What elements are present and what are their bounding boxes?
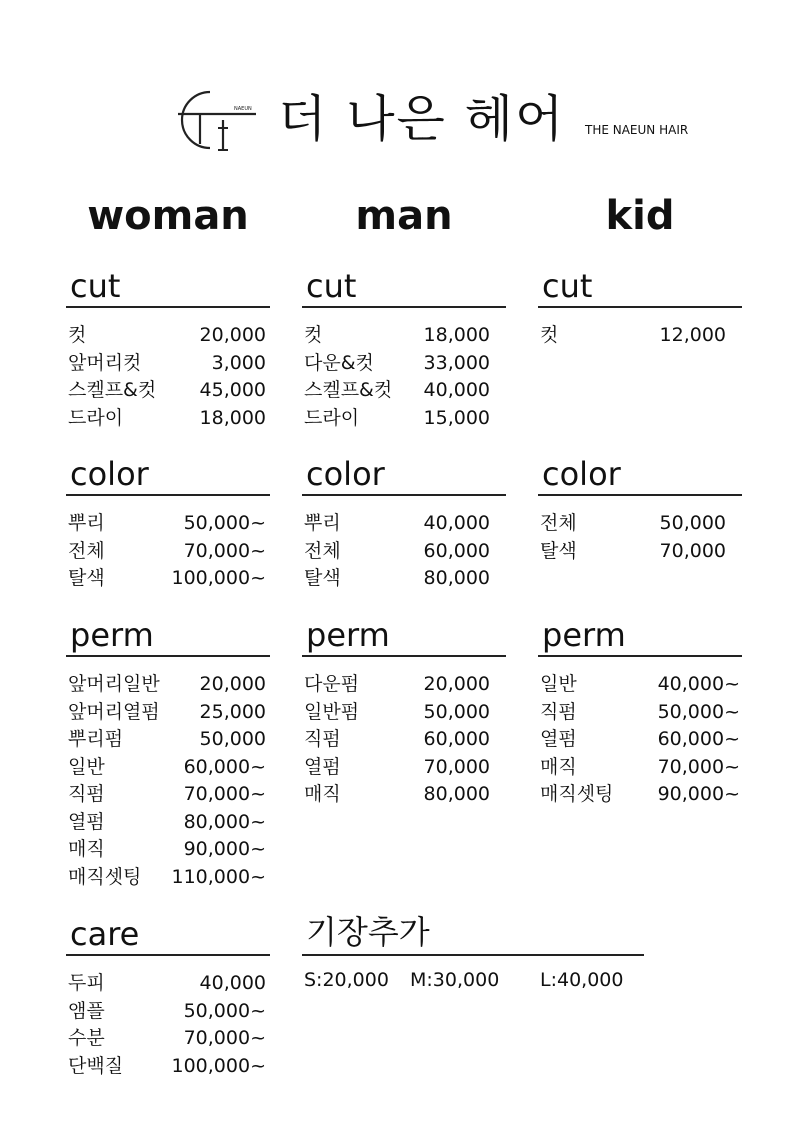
- service-price: 90,000~: [183, 838, 266, 860]
- service-price: 60,000: [423, 539, 490, 562]
- price-item: [68, 350, 266, 378]
- price-item: [68, 836, 266, 864]
- divider: [538, 655, 742, 657]
- service-price: 40,000~: [657, 673, 740, 695]
- service-name: 열펌: [304, 755, 341, 778]
- service-name: 매직: [68, 838, 105, 860]
- price-item: [68, 970, 266, 998]
- price-item: [304, 781, 490, 809]
- woman-perm-list: [68, 671, 266, 891]
- woman-cut-title: cut: [70, 267, 121, 305]
- price-item: [68, 699, 266, 727]
- service-name: 전체: [68, 539, 105, 562]
- price-item: [68, 510, 266, 538]
- length-addon-title: 기장추가: [306, 913, 430, 951]
- logo-small-text: NAEUN: [234, 106, 252, 112]
- price-item: [68, 405, 266, 433]
- service-price: 70,000: [659, 539, 726, 562]
- column-woman: woman: [87, 193, 249, 239]
- price-item: [540, 510, 726, 538]
- service-name: 직펌: [540, 700, 577, 723]
- divider: [302, 954, 644, 956]
- kid-perm-title: perm: [542, 616, 626, 654]
- woman-color-list: [68, 510, 266, 593]
- price-item: [68, 754, 266, 782]
- service-price: 70,000~: [183, 783, 266, 805]
- service-name: 앞머리일반: [68, 673, 160, 695]
- service-name: 매직: [540, 755, 577, 778]
- service-price: 50,000~: [183, 512, 266, 534]
- woman-perm-title: perm: [70, 616, 154, 654]
- price-item: [68, 726, 266, 754]
- price-item: [68, 864, 266, 892]
- price-item: [540, 754, 740, 782]
- service-price: 50,000: [423, 700, 490, 723]
- woman-cut-list: [68, 322, 266, 432]
- service-price: 50,000: [199, 728, 266, 750]
- service-name: 일반: [68, 755, 105, 778]
- service-price: 40,000: [199, 972, 266, 994]
- price-item: [540, 781, 740, 809]
- service-name: 다운&컷: [304, 351, 374, 374]
- service-name: 매직: [304, 783, 341, 805]
- length-option-m: M:30,000: [410, 969, 500, 991]
- service-name: 컷: [68, 324, 87, 346]
- service-name: 직펌: [304, 728, 341, 750]
- service-price: 70,000~: [657, 755, 740, 778]
- divider: [302, 494, 506, 496]
- service-name: 탈색: [540, 539, 577, 562]
- service-name: 앞머리컷: [68, 351, 142, 374]
- service-name: 단백질: [68, 1054, 124, 1077]
- service-price: 50,000: [659, 512, 726, 534]
- price-item: [540, 322, 726, 350]
- service-name: 컷: [540, 324, 559, 346]
- service-name: 컷: [304, 324, 323, 346]
- th-monogram-logo-icon: [176, 84, 260, 156]
- column-man: man: [355, 193, 453, 239]
- man-color-title: color: [306, 455, 385, 493]
- service-name: 뿌리: [304, 512, 341, 534]
- woman-care-list: [68, 970, 266, 1080]
- price-item: [68, 809, 266, 837]
- service-price: 40,000: [423, 379, 490, 401]
- price-item: [304, 377, 490, 405]
- service-name: 열펌: [68, 810, 105, 833]
- service-price: 100,000~: [171, 1054, 266, 1077]
- service-name: 매직셋팅: [68, 865, 142, 888]
- price-item: [68, 781, 266, 809]
- service-price: 12,000: [659, 324, 726, 346]
- length-option-s: S:20,000: [304, 969, 389, 991]
- service-price: 80,000: [423, 567, 490, 589]
- divider: [302, 306, 506, 308]
- service-price: 70,000: [423, 755, 490, 778]
- service-name: 스켈프&컷: [68, 379, 157, 401]
- service-price: 110,000~: [171, 865, 266, 888]
- service-name: 매직셋팅: [540, 783, 614, 805]
- divider: [66, 954, 270, 956]
- service-name: 뿌리펌: [68, 728, 124, 750]
- price-item: [304, 405, 490, 433]
- service-name: 일반펌: [304, 700, 360, 723]
- divider: [66, 494, 270, 496]
- brand-title-korean: 더 나은 헤어: [278, 90, 566, 148]
- service-price: 40,000: [423, 512, 490, 534]
- service-price: 90,000~: [657, 783, 740, 805]
- divider: [66, 655, 270, 657]
- price-item: [304, 726, 490, 754]
- man-cut-title: cut: [306, 267, 357, 305]
- length-option-l: L:40,000: [540, 969, 624, 991]
- service-name: 두피: [68, 972, 105, 994]
- price-item: [304, 754, 490, 782]
- column-kid: kid: [605, 193, 675, 239]
- service-price: 3,000: [211, 351, 266, 374]
- service-price: 50,000~: [183, 999, 266, 1022]
- service-price: 20,000: [423, 673, 490, 695]
- service-name: 전체: [304, 539, 341, 562]
- price-item: [68, 565, 266, 593]
- service-price: 60,000~: [657, 728, 740, 750]
- service-name: 드라이: [68, 406, 124, 429]
- price-item: [304, 699, 490, 727]
- service-price: 25,000: [199, 700, 266, 723]
- service-price: 50,000~: [657, 700, 740, 723]
- kid-color-list: [540, 510, 726, 565]
- kid-perm-list: [540, 671, 740, 809]
- service-price: 100,000~: [171, 567, 266, 589]
- price-item: [304, 350, 490, 378]
- price-item: [68, 377, 266, 405]
- woman-care-title: care: [70, 915, 140, 953]
- service-price: 70,000~: [183, 1027, 266, 1049]
- price-item: [68, 998, 266, 1026]
- service-price: 60,000: [423, 728, 490, 750]
- service-price: 15,000: [423, 406, 490, 429]
- service-price: 60,000~: [183, 755, 266, 778]
- price-item: [304, 671, 490, 699]
- service-price: 70,000~: [183, 539, 266, 562]
- brand-title-english: THE NAEUN HAIR: [585, 123, 689, 137]
- kid-cut-title: cut: [542, 267, 593, 305]
- price-item: [540, 699, 740, 727]
- service-price: 80,000: [423, 783, 490, 805]
- service-name: 탈색: [68, 567, 105, 589]
- divider: [538, 306, 742, 308]
- price-item: [304, 565, 490, 593]
- service-name: 앞머리열펌: [68, 700, 160, 723]
- price-item: [304, 322, 490, 350]
- service-name: 드라이: [304, 406, 360, 429]
- price-item: [540, 538, 726, 566]
- service-price: 20,000: [199, 324, 266, 346]
- price-item: [304, 538, 490, 566]
- service-name: 다운펌: [304, 673, 360, 695]
- divider: [66, 306, 270, 308]
- man-cut-list: [304, 322, 490, 432]
- service-name: 탈색: [304, 567, 341, 589]
- price-item: [68, 671, 266, 699]
- service-name: 수분: [68, 1027, 105, 1049]
- price-item: [68, 538, 266, 566]
- service-price: 80,000~: [183, 810, 266, 833]
- divider: [538, 494, 742, 496]
- price-item: [540, 726, 740, 754]
- service-name: 일반: [540, 673, 577, 695]
- service-name: 앰플: [68, 999, 105, 1022]
- price-item: [68, 322, 266, 350]
- service-name: 스켈프&컷: [304, 379, 393, 401]
- man-color-list: [304, 510, 490, 593]
- service-price: 45,000: [199, 379, 266, 401]
- service-price: 18,000: [199, 406, 266, 429]
- price-item: [304, 510, 490, 538]
- service-name: 뿌리: [68, 512, 105, 534]
- service-name: 전체: [540, 512, 577, 534]
- kid-color-title: color: [542, 455, 621, 493]
- woman-color-title: color: [70, 455, 149, 493]
- service-name: 열펌: [540, 728, 577, 750]
- service-price: 18,000: [423, 324, 490, 346]
- price-item: [68, 1025, 266, 1053]
- service-name: 직펌: [68, 783, 105, 805]
- price-item: [540, 671, 740, 699]
- service-price: 33,000: [423, 351, 490, 374]
- service-price: 20,000: [199, 673, 266, 695]
- kid-cut-list: [540, 322, 726, 350]
- man-perm-list: [304, 671, 490, 809]
- price-item: [68, 1053, 266, 1081]
- man-perm-title: perm: [306, 616, 390, 654]
- divider: [302, 655, 506, 657]
